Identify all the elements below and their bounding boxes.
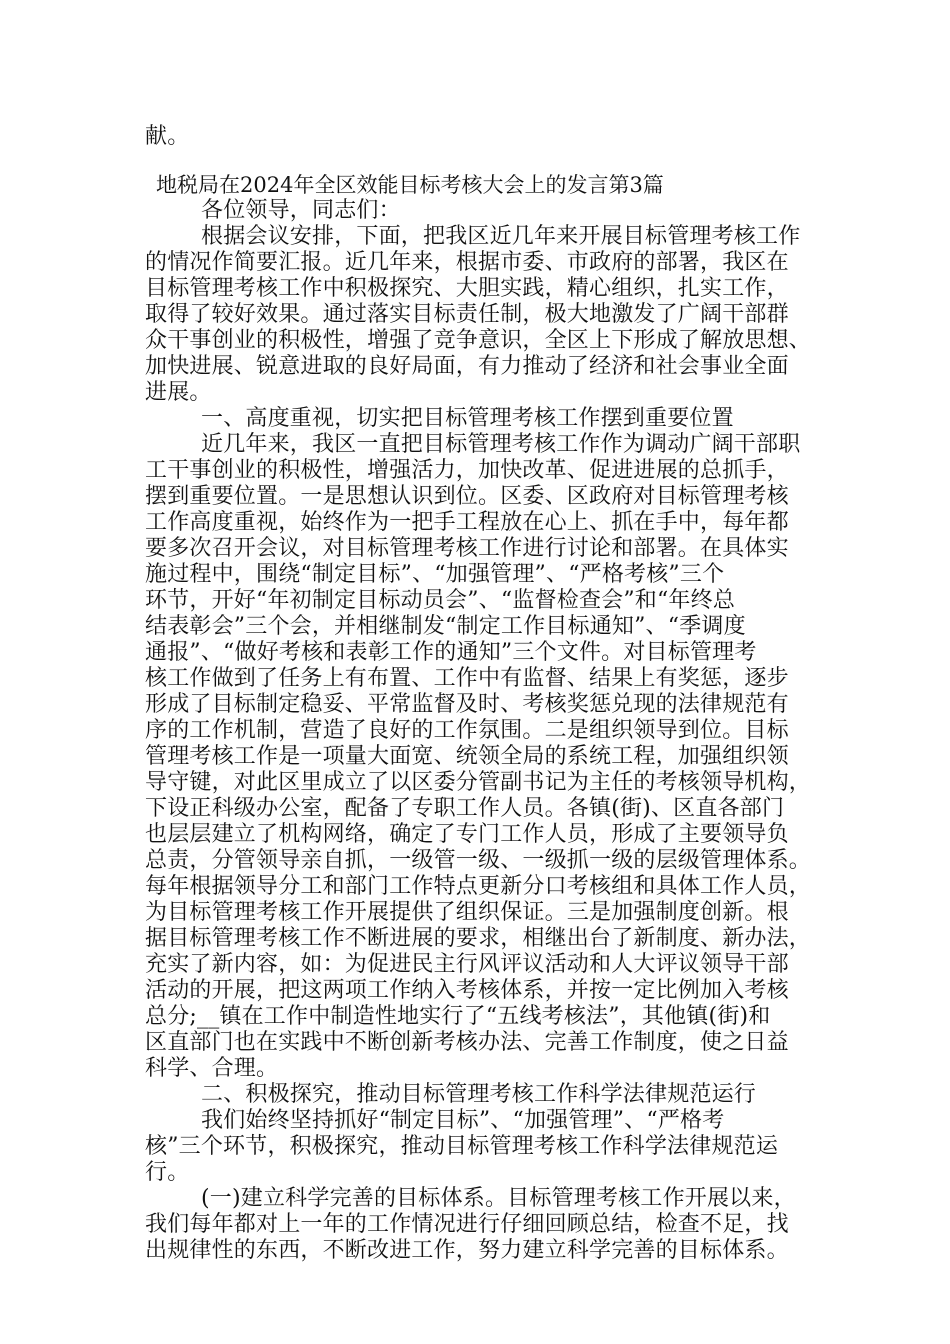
paragraph-line: 工干事创业的积极性，增强活力，加快改革、促进进展的总抓手， <box>145 458 789 483</box>
paragraph-line: 加快进展、锐意进取的良好局面，有力推动了经济和社会事业全面 <box>145 354 789 379</box>
paragraph-line: 要多次召开会议，对目标管理考核工作进行讨论和部署。在具体实 <box>145 536 789 561</box>
document-title: 地税局在2024年全区效能目标考核大会上的发言第3篇 <box>156 173 664 197</box>
paragraph-line: 管理考核工作是一项量大面宽、统领全局的系统工程，加强组织领 <box>145 744 789 769</box>
paragraph-line: 核工作做到了任务上有布置、工作中有监督、结果上有奖惩，逐步 <box>145 666 789 691</box>
paragraph-line: 据目标管理考核工作不断进展的要求，相继出台了新制度、新办法， <box>145 926 812 951</box>
paragraph-line: 序的工作机制，营造了良好的工作氛围。二是组织领导到位。目标 <box>145 718 789 743</box>
paragraph-line: 科学、合理。 <box>145 1056 279 1081</box>
paragraph-line: 目标管理考核工作中积极探究、大胆实践，精心组织，扎实工作， <box>145 276 789 301</box>
greeting: 各位领导，同志们： <box>201 198 401 223</box>
paragraph-line: 我们每年都对上一年的工作情况进行仔细回顾总结，检查不足，找 <box>145 1212 789 1237</box>
section-heading-2: 二、积极探究，推动目标管理考核工作科学法律规范运行 <box>201 1082 757 1107</box>
paragraph-line: 区直部门也在实践中不断创新考核办法、完善工作制度，使之日益 <box>145 1030 789 1055</box>
paragraph-line: 为目标管理考核工作开展提供了组织保证。三是加强制度创新。根 <box>145 900 789 925</box>
paragraph-line: 施过程中，围绕“制定目标”、“加强管理”、“严格考核”三个 <box>145 562 725 587</box>
paragraph-line: 导守键，对此区里成立了以区委分管副书记为主任的考核领导机构， <box>145 770 812 795</box>
paragraph-line: 活动的开展，把这两项工作纳入考核体系，并按一定比例加入考核 <box>145 978 789 1003</box>
paragraph-line: 近几年来，我区一直把目标管理考核工作作为调动广阔干部职 <box>201 432 801 457</box>
paragraph-line: 也层层建立了机构网络，确定了专门工作人员，形成了主要领导负 <box>145 822 789 847</box>
paragraph-line: 进展。 <box>145 380 212 405</box>
paragraph-line: 充实了新内容，如：为促进民主行风评议活动和人大评议领导干部 <box>145 952 789 977</box>
paragraph-line: 根据会议安排，下面，把我区近几年来开展目标管理考核工作 <box>201 224 801 249</box>
paragraph-line: 通报”、“做好考核和表彰工作的通知”三个文件。对目标管理考 <box>145 640 757 665</box>
intro-fragment: 献。 <box>145 124 190 149</box>
section-heading-1: 一、高度重视，切实把目标管理考核工作摆到重要位置 <box>201 406 734 431</box>
paragraph-line: 下设正科级办公室，配备了专职工作人员。各镇(街)、区直各部门 <box>145 796 785 821</box>
paragraph-line: 出规律性的东西，不断改进工作，努力建立科学完善的目标体系。 <box>145 1238 789 1263</box>
paragraph-line: 结表彰会”三个会，并相继制发“制定工作目标通知”、“季调度 <box>145 614 746 639</box>
paragraph-line: 形成了目标制定稳妥、平常监督及时、考核奖惩兑现的法律规范有 <box>145 692 789 717</box>
paragraph-line: 总责，分管领导亲自抓，一级管一级、一级抓一级的层级管理体系。 <box>145 848 812 873</box>
paragraph-line: 取得了较好效果。通过落实目标责任制，极大地激发了广阔干部群 <box>145 302 789 327</box>
paragraph-line: (一)建立科学完善的目标体系。目标管理考核工作开展以来， <box>201 1186 796 1211</box>
paragraph-line: 摆到重要位置。一是思想认识到位。区委、区政府对目标管理考核 <box>145 484 789 509</box>
paragraph-line: 环节，开好“年初制定目标动员会”、“监督检查会”和“年终总 <box>145 588 736 613</box>
paragraph-line: 工作高度重视，始终作为一把手工程放在心上、抓在手中，每年都 <box>145 510 789 535</box>
paragraph-line: 众干事创业的积极性，增强了竞争意识，全区上下形成了解放思想、 <box>145 328 812 353</box>
paragraph-line: 行。 <box>145 1160 190 1185</box>
paragraph-line: 总分;__镇在工作中制造性地实行了“五线考核法”，其他镇(街)和 <box>145 1004 771 1029</box>
paragraph-line: 核”三个环节，积极探究，推动目标管理考核工作科学法律规范运 <box>145 1134 779 1159</box>
paragraph-line: 我们始终坚持抓好“制定目标”、“加强管理”、“严格考 <box>201 1108 725 1133</box>
paragraph-line: 的情况作简要汇报。近几年来，根据市委、市政府的部署，我区在 <box>145 250 789 275</box>
paragraph-line: 每年根据领导分工和部门工作特点更新分口考核组和具体工作人员， <box>145 874 812 899</box>
